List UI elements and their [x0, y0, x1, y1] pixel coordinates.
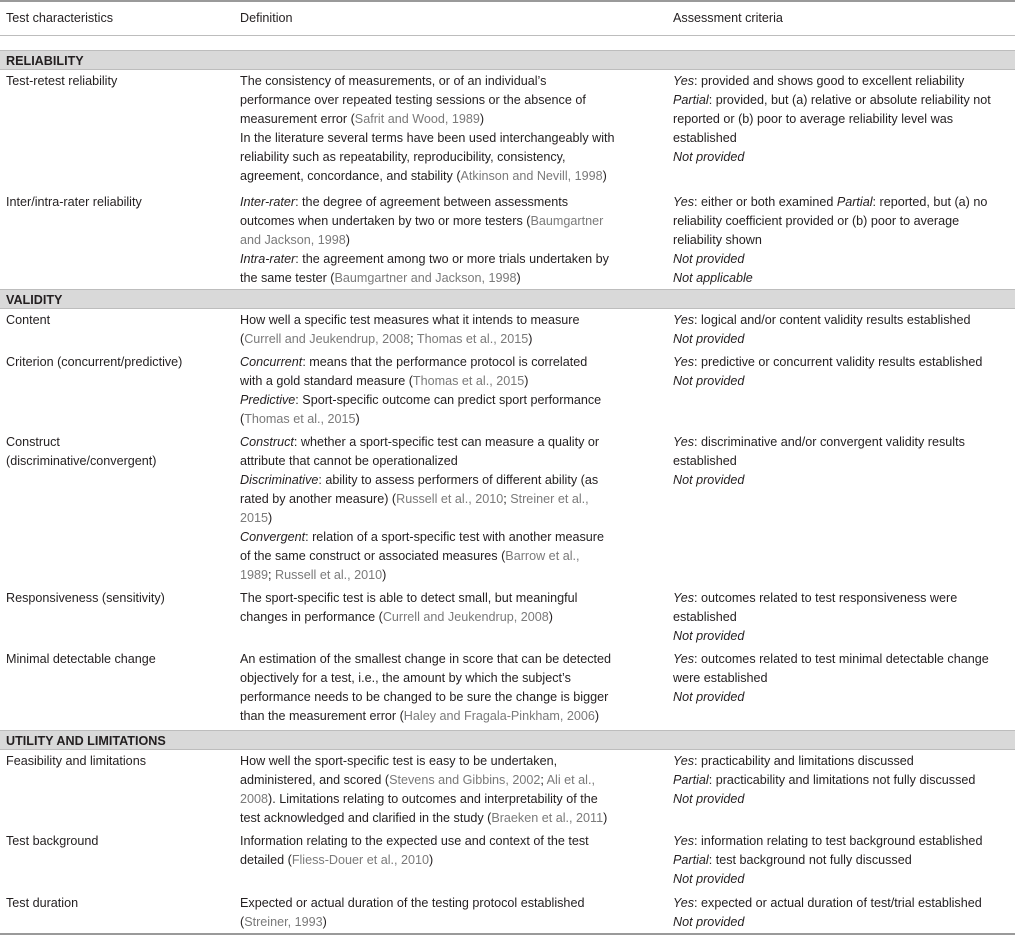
header-definition: Definition: [240, 11, 293, 25]
citation: 2015: [240, 511, 269, 525]
table-row-background: [0, 830, 1015, 892]
citation: Russell et al., 2010: [396, 492, 504, 506]
row-definition: Information relating to the expected use and context of the test detailed (Fliess-Douer et al., 2010): [240, 834, 589, 867]
row-definition: An estimation of the smallest change in score that can be detected objectively for a test, i.e., the amount by which the subject’s performance needs to be changed to be sure the change is bigger than the measurement error (Haley and Fragala-Pinkham, 2006): [240, 652, 612, 723]
table-row-mdc: [0, 648, 1015, 730]
citation: Russell et al., 2010: [275, 568, 383, 582]
row-criteria: Yes: expected or actual duration of test/trial established Not provided: [673, 896, 982, 929]
row-criteria: Yes: logical and/or content validity results established Not provided: [673, 313, 971, 346]
row-definition: The sport-specific test is able to detect small, but meaningful changes in performance (Currell and Jeukendrup, 2008): [240, 591, 578, 624]
citation: Baumgartner and Jackson, 1998: [334, 271, 517, 285]
table-row-responsiveness: [0, 587, 1015, 648]
row-definition: Expected or actual duration of the testing protocol established (Streiner, 1993): [240, 896, 585, 929]
table-row-feasibility: [0, 750, 1015, 830]
citation: Currell and Jeukendrup, 2008: [382, 610, 549, 624]
row-name: Minimal detectable change: [6, 652, 156, 666]
citation: Baumgartner: [530, 214, 604, 228]
citation: Currell and Jeukendrup, 2008: [244, 332, 411, 346]
citation: Streiner et al.,: [510, 492, 589, 506]
citation: Thomas et al., 2015: [412, 374, 525, 388]
row-definition: How well a specific test measures what it intends to measure (Currell and Jeukendrup, 2008; Thomas et al., 2015): [240, 313, 580, 346]
row-name: Inter/intra-rater reliability: [6, 195, 142, 209]
header-assessment-criteria: Assessment criteria: [673, 11, 783, 25]
citation: Ali et al.,: [546, 773, 595, 787]
citation: Braeken et al., 2011: [491, 811, 604, 825]
row-name: Responsiveness (sensitivity): [6, 591, 165, 605]
citation: Thomas et al., 2015: [244, 412, 356, 426]
citation: Fliess-Douer et al., 2010: [291, 853, 430, 867]
citation: Barrow et al.,: [505, 549, 580, 563]
row-definition: Inter-rater: the degree of agreement between assessments outcomes when undertaken by two or more testers (Baumgartner and Jackson, 1998) Intra-rater: the agreement among two or more trials undertaken by the same tester (Baumgartner and Jackson, 1998): [240, 195, 609, 285]
row-criteria: Yes: outcomes related to test minimal detectable change were established Not provided: [673, 652, 989, 704]
citation: Atkinson and Nevill, 1998: [460, 169, 603, 183]
section-utility: UTILITY AND LIMITATIONS: [0, 730, 1015, 750]
row-criteria: Yes: outcomes related to test responsiveness were established Not provided: [673, 591, 958, 643]
table-row-duration: [0, 892, 1015, 935]
section-reliability: RELIABILITY: [0, 50, 1015, 70]
row-criteria: Yes: information relating to test background established Partial: test background not fully discussed Not provided: [673, 834, 983, 886]
row-name: Test duration: [6, 896, 79, 910]
row-criteria: Yes: practicability and limitations discussed Partial: practicability and limitations not fully discussed Not provided: [673, 754, 976, 806]
row-name: Criterion (concurrent/predictive): [6, 355, 183, 369]
citation: Safrit and Wood, 1989: [354, 112, 480, 126]
row-criteria: Yes: either or both examined Partial: reported, but (a) no reliability coefficient provided or (b) poor to average reliability shown Not provided Not applicable: [673, 195, 988, 285]
row-definition: Construct: whether a sport-specific test can measure a quality or attribute that cannot be operationalized Discriminative: ability to assess performers of different ability (as rated by another measure) (Russell et al., 2010; Streiner et al., 2015) Convergent: relation of a sport-specific test with another measure of the same construct or associated measures (Barrow et al., 1989; Russell et al., 2010): [240, 435, 605, 582]
citation: 2008: [240, 792, 269, 806]
row-name: Content: [6, 313, 51, 327]
table-row-inter-intra: [0, 191, 1015, 289]
row-definition: Concurrent: means that the performance protocol is correlated with a gold standard measure (Thomas et al., 2015) Predictive: Sport-specific outcome can predict sport performance (Thomas et al., 2015): [240, 355, 602, 426]
table-row-content: [0, 309, 1015, 351]
row-name: Test-retest reliability: [6, 74, 118, 88]
header-test-characteristics: Test characteristics: [6, 11, 114, 25]
row-name: Test background: [6, 834, 99, 848]
citation: 1989: [240, 568, 269, 582]
table-row-construct: [0, 431, 1015, 587]
table-row-criterion: [0, 351, 1015, 431]
row-criteria: Yes: provided and shows good to excellent reliability Partial: provided, but (a) relative or absolute reliability not reported or (b) poor to average reliability level was established Not provided: [673, 74, 991, 164]
citation: Thomas et al., 2015: [416, 332, 529, 346]
row-criteria: Yes: predictive or concurrent validity results established Not provided: [673, 355, 983, 388]
row-name: Feasibility and limitations: [6, 754, 146, 768]
row-definition: The consistency of measurements, or of an individual’s performance over repeated testing sessions or the absence of measurement error (Safrit and Wood, 1989) In the literature several terms have been used interchangeably with reliability such as repeatability, reproducibility, consistency, agreement, concordance, and stability (Atkinson and Nevill, 1998): [240, 74, 615, 183]
citation: Streiner, 1993: [244, 915, 323, 929]
citation: Haley and Fragala-Pinkham, 2006: [403, 709, 595, 723]
row-name: Construct (discriminative/convergent): [6, 435, 157, 468]
citation: Stevens and Gibbins, 2002: [389, 773, 541, 787]
table-header: [0, 0, 1015, 36]
table-row-test-retest: [0, 70, 1015, 191]
row-criteria: Yes: discriminative and/or convergent validity results established Not provided: [673, 435, 965, 487]
section-validity: VALIDITY: [0, 289, 1015, 309]
citation: and Jackson, 1998: [240, 233, 346, 247]
row-definition: How well the sport-specific test is easy to be undertaken, administered, and scored (Stevens and Gibbins, 2002; Ali et al., 2008). Limitations relating to outcomes and interpretability of the test acknowledged and clarified in the study (Braeken et al., 2011): [240, 754, 608, 825]
